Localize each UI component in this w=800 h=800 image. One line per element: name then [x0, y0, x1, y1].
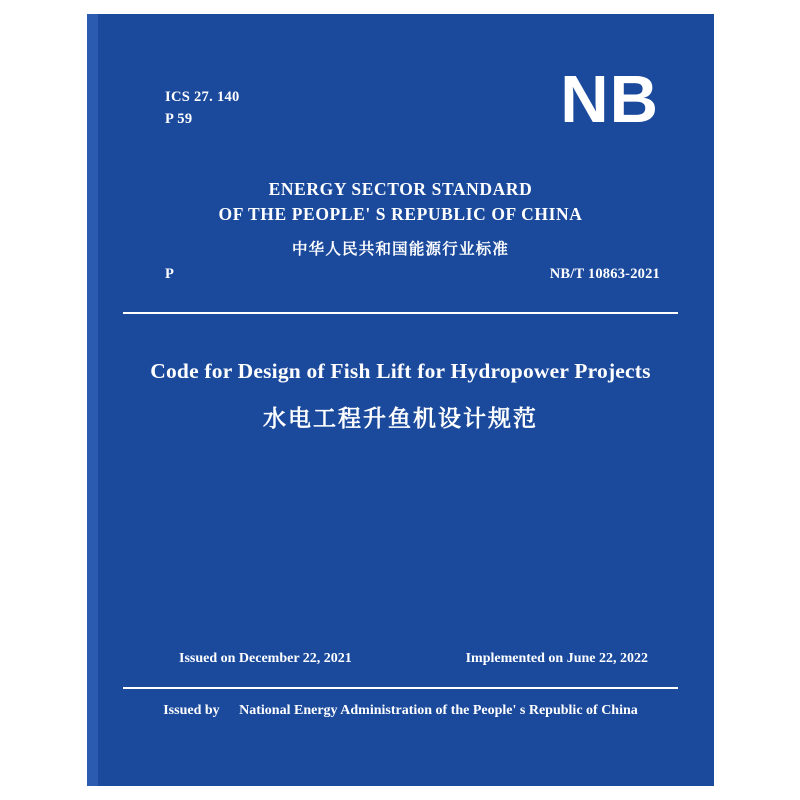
codes-row [87, 266, 714, 288]
issued-by-label: Issued by [163, 703, 220, 718]
standard-cover [87, 14, 714, 786]
standard-number: NB/T 10863-2021 [549, 266, 660, 282]
implemented-date: Implemented on June 22, 2022 [465, 651, 648, 666]
standard-title-block [87, 177, 714, 259]
issuer-name: National Energy Administration of the People' s Republic of China [239, 703, 638, 718]
divider-bottom [123, 687, 678, 689]
divider-top [123, 312, 678, 314]
standard-title-en-line1: ENERGY SECTOR STANDARD [268, 179, 533, 199]
issuer-row [87, 703, 714, 719]
category-code: P [165, 266, 174, 282]
ics-number: ICS 27. 140 [165, 89, 240, 105]
document-title-en: Code for Design of Fish Lift for Hydropower Projects [150, 359, 651, 383]
ics-classification-block [165, 86, 240, 131]
standard-title-en-line2: OF THE PEOPLE' S REPUBLIC OF CHINA [218, 204, 583, 225]
issued-date: Issued on December 22, 2021 [179, 651, 352, 666]
dates-row [87, 651, 714, 671]
nb-logo: NB [560, 62, 659, 137]
classification-code: P 59 [165, 111, 193, 128]
document-title-block [87, 359, 714, 433]
document-title-cn: 水电工程升鱼机设计规范 [263, 406, 538, 432]
standard-title-cn: 中华人民共和国能源行业标准 [291, 239, 510, 258]
